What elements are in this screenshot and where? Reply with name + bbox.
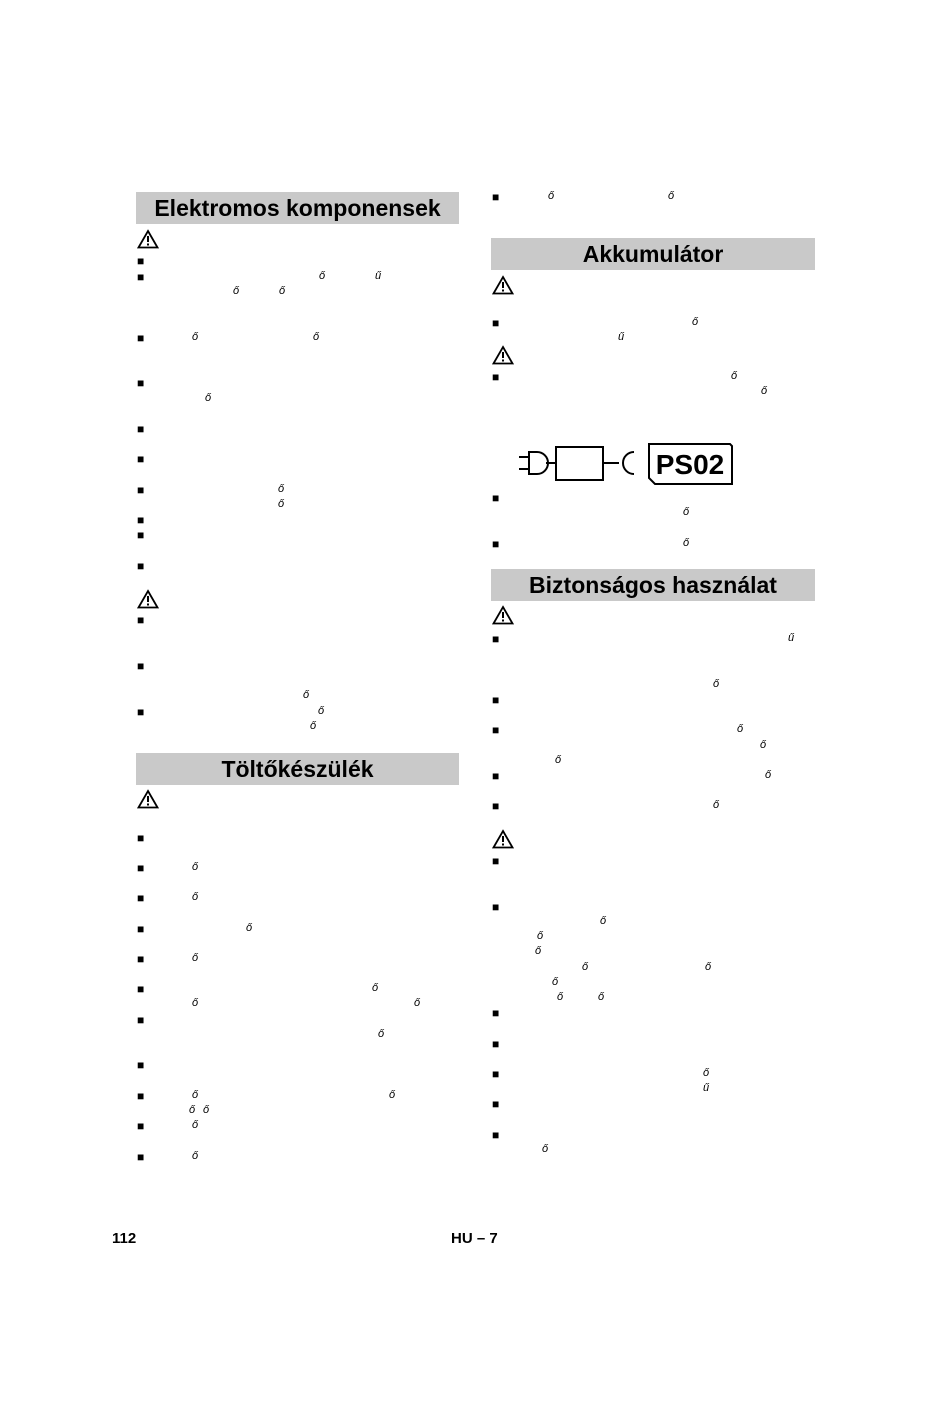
glyph-o: ő — [189, 1104, 196, 1116]
page-number: 112 — [112, 1230, 137, 1247]
glyph-o: ő — [683, 506, 690, 518]
bullet-marker: ■ — [137, 891, 145, 905]
glyph-o: ő — [192, 1089, 199, 1101]
glyph-o: ő — [760, 739, 767, 751]
glyph-o: ő — [705, 961, 712, 973]
bullet-marker: ■ — [137, 705, 145, 719]
warning-icon — [492, 275, 514, 295]
warning-icon — [137, 589, 159, 609]
glyph-o: ő — [555, 754, 562, 766]
glyph-o: ő — [668, 190, 675, 202]
bullet-marker: ■ — [492, 1097, 500, 1111]
glyph-o: ő — [737, 723, 744, 735]
bullet-marker: ■ — [137, 483, 145, 497]
glyph-o: ő — [683, 537, 690, 549]
glyph-o: ő — [203, 1104, 210, 1116]
bullet-marker: ■ — [137, 331, 145, 345]
plug-label: PS02 — [655, 449, 725, 480]
bullet-marker: ■ — [492, 537, 500, 551]
glyph-o: ő — [246, 922, 253, 934]
glyph-o: ő — [192, 331, 199, 343]
glyph-o: ő — [303, 689, 310, 701]
bullet-marker: ■ — [137, 613, 145, 627]
bullet-marker: ■ — [137, 952, 145, 966]
glyph-o: ő — [389, 1089, 396, 1101]
glyph-o: ő — [713, 799, 720, 811]
bullet-marker: ■ — [137, 513, 145, 527]
glyph-o: ő — [278, 498, 285, 510]
glyph-o: ő — [557, 991, 564, 1003]
glyph-o: ő — [703, 1067, 710, 1079]
glyph-o: ő — [713, 678, 720, 690]
glyph-o: ő — [192, 1119, 199, 1131]
bullet-marker: ■ — [492, 1128, 500, 1142]
warning-icon — [137, 789, 159, 809]
glyph-o: ő — [600, 915, 607, 927]
bullet-marker: ■ — [137, 270, 145, 284]
warning-icon — [492, 605, 514, 625]
bullet-marker: ■ — [137, 1119, 145, 1133]
glyph-o: ő — [765, 769, 772, 781]
bullet-marker: ■ — [137, 376, 145, 390]
warning-icon — [492, 345, 514, 365]
bullet-marker: ■ — [137, 1089, 145, 1103]
plug-diagram — [515, 440, 740, 488]
glyph-o: ő — [414, 997, 421, 1009]
glyph-o: ő — [318, 705, 325, 717]
glyph-o: ő — [319, 270, 326, 282]
bullet-marker: ■ — [137, 1150, 145, 1164]
glyph-o: ő — [372, 982, 379, 994]
heading-biztonsagos-hasznalat: Biztonságos használat — [491, 569, 815, 601]
heading-akkumulator: Akkumulátor — [491, 238, 815, 270]
glyph-o: ő — [205, 392, 212, 404]
bullet-marker: ■ — [492, 491, 500, 505]
glyph-o: ő — [192, 861, 199, 873]
glyph-u: ű — [618, 331, 625, 343]
section-label: HU – 7 — [451, 1230, 498, 1247]
glyph-o: ő — [192, 952, 199, 964]
glyph-o: ő — [192, 891, 199, 903]
bullet-marker: ■ — [492, 723, 500, 737]
bullet-marker: ■ — [492, 632, 500, 646]
glyph-o: ő — [233, 285, 240, 297]
bullet-marker: ■ — [492, 769, 500, 783]
bullet-marker: ■ — [137, 1013, 145, 1027]
bullet-marker: ■ — [137, 861, 145, 875]
bullet-marker: ■ — [137, 528, 145, 542]
bullet-marker: ■ — [492, 1037, 500, 1051]
bullet-marker: ■ — [492, 854, 500, 868]
bullet-marker: ■ — [492, 1006, 500, 1020]
bullet-marker: ■ — [492, 900, 500, 914]
glyph-o: ő — [313, 331, 320, 343]
bullet-marker: ■ — [137, 1058, 145, 1072]
plug-icon — [519, 447, 634, 480]
glyph-u: ű — [375, 270, 382, 282]
heading-toltokeszulek: Töltőkészülék — [136, 753, 459, 785]
bullet-marker: ■ — [137, 422, 145, 436]
glyph-o: ő — [692, 316, 699, 328]
glyph-o: ő — [598, 991, 605, 1003]
bullet-marker: ■ — [492, 316, 500, 330]
glyph-o: ő — [552, 976, 559, 988]
glyph-o: ő — [278, 483, 285, 495]
glyph-o: ő — [542, 1143, 549, 1155]
glyph-o: ő — [582, 961, 589, 973]
bullet-marker: ■ — [492, 370, 500, 384]
bullet-marker: ■ — [137, 831, 145, 845]
glyph-o: ő — [731, 370, 738, 382]
heading-elektromos-komponensek: Elektromos komponensek — [136, 192, 459, 224]
glyph-o: ő — [192, 1150, 199, 1162]
bullet-marker: ■ — [137, 922, 145, 936]
glyph-o: ő — [378, 1028, 385, 1040]
glyph-o: ő — [537, 930, 544, 942]
glyph-o: ő — [279, 285, 286, 297]
warning-icon — [137, 229, 159, 249]
warning-icon — [492, 829, 514, 849]
glyph-o: ő — [535, 945, 542, 957]
bullet-marker: ■ — [137, 659, 145, 673]
glyph-u: ű — [703, 1082, 710, 1094]
bullet-marker: ■ — [492, 693, 500, 707]
glyph-o: ő — [310, 720, 317, 732]
glyph-o: ő — [761, 385, 768, 397]
bullet-marker: ■ — [137, 559, 145, 573]
bullet-marker: ■ — [492, 190, 500, 204]
glyph-o: ő — [548, 190, 555, 202]
bullet-marker: ■ — [492, 799, 500, 813]
glyph-o: ő — [192, 997, 199, 1009]
bullet-marker: ■ — [492, 1067, 500, 1081]
glyph-u: ű — [788, 632, 795, 644]
bullet-marker: ■ — [137, 452, 145, 466]
bullet-marker: ■ — [137, 982, 145, 996]
bullet-marker: ■ — [137, 254, 145, 268]
